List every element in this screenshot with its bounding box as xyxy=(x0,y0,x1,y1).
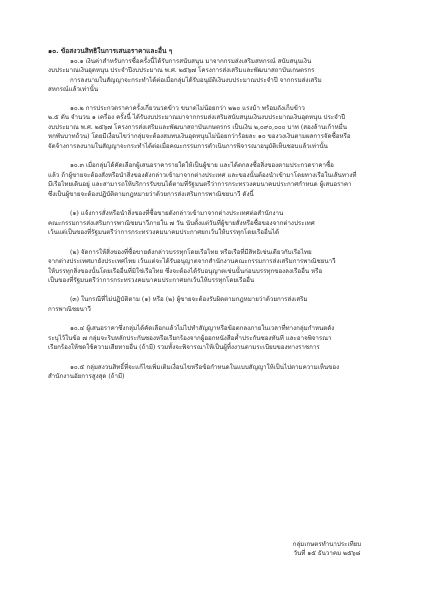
paragraph-1-line-1: ๑๐.๑ เงินค่าสำหรับการซื้อครั้งนี้ได้รับการสนับสนุน มาจากกรมส่งเสริมสหกรณ์ สนับสนุนเงิน xyxy=(70,58,312,65)
paragraph-6-line-1: (๓) ในกรณีที่ไม่ปฏิบัติตาม (๑) หรือ (๒) ผู้ขายจะต้องรับผิดตามกฎหมายว่าด้วยการส่งเสริม xyxy=(70,296,308,303)
paragraph-2-line-4: หกพันบาทถ้วน) โดยมีเงื่อนไขว่ากลุ่มจะต้องสมทบเงินอุดหนุนไม่น้อยกว่าร้อยละ ๑๐ ของวงเงินตามผลการจัดซื้อหรือ xyxy=(48,133,351,140)
paragraph-3-line-4: ซึ่งเป็นผู้ขายจะต้องปฏิบัติตามกฎหมายว่าด้วยการส่งเสริมการพาณิชยนาวี ดังนี้ xyxy=(48,191,254,198)
paragraph-2-line-2: ๒.๕ ตัน จำนวน ๑ เครื่อง ครั้งนี้ ได้รับงบประมาณมาจากกรมส่งเสริมสนับสนุนเงินงบประมาณเงินอุดหนุน ประจำปี xyxy=(48,114,346,121)
paragraph-2-line-1: ๑๐.๒ การประกวดราคาครั้งเกี่ยวนวดข้าว ขนาดไม่น้อยกว่า ๒๒๐ แรงม้า พร้อมถังเก็บข้าว xyxy=(70,105,305,112)
paragraph-5-line-1: (๒) จัดการให้สิ่งของที่ซื้อขายดังกล่าวบรรทุกโดยเรือไทย หรือเรือที่มีสิทธิเช่นเดียวกับเรือไทย xyxy=(70,249,312,256)
paragraph-8-line-2: สำนักงานอัยการสูงสุด (ถ้ามี) xyxy=(48,373,125,380)
paragraph-3-line-1: ๑๐.๓ เมื่อกลุ่มได้คัดเลือกผู้เสนอราคารายใดให้เป็นผู้ขาย และได้ตกลงซื้อสิ่งของตามประกวดราคาซื้อ xyxy=(70,162,334,169)
paragraph-7-line-2: ระบุไว้ในข้อ ๗ กลุ่มจะริบหลักประกันซองหรือเรียกร้องจากผู้ออกหนังสือค้ำประกันซองทันที และอาจพิจารณา xyxy=(48,335,332,342)
paragraph-1-line-2: งบประมาณเงินอุดหนุน ประจำปีงบประมาณ พ.ศ. ๒๕๖๗ โครงการส่งเสริมและพัฒนาสถาบันเกษตรกร xyxy=(48,67,315,74)
paragraph-4-line-2: คณะกรรมการส่งเสริมการพาณิชยนาวีภายใน ๗ วัน นับตั้งแต่วันที่ผู้ขายสั่งหรือซื้อของจากต่างประเทศ xyxy=(48,220,315,227)
paragraph-5-line-3: ให้บรรทุกสิ่งของนั้นโดยเรืออื่นที่มิใช่เรือไทย ซึ่งจะต้องได้รับอนุญาตเช่นนั้นก่อนบรรทุกของลงเรืออื่น หรือ xyxy=(48,268,323,275)
paragraph-4-line-1: (๑) แจ้งการสั่งหรือนำสิ่งของที่ซื้อขายดังกล่าวเข้ามาจากต่างประเทศต่อสำนักงาน xyxy=(70,210,284,217)
paragraph-1-line-4: สหกรณ์แล้วเท่านั้น xyxy=(48,86,99,93)
paragraph-5-line-2: จากต่างประเทศมายังประเทศไทย เว้นแต่จะได้รับอนุญาตจากสำนักงานคณะกรรมการส่งเสริมการพาณิชยนาวี xyxy=(48,258,336,265)
paragraph-7-line-3: เรียกร้องให้ชดใช้ความเสียหายอื่น (ถ้ามี) รวมทั้งจะพิจารณาให้เป็นผู้ทิ้งงานตามระเบียบของทางราชการ xyxy=(48,344,320,351)
signature-org: กลุ่มเกษตรทำนาประเทียบ xyxy=(292,541,362,548)
paragraph-2-line-3: งบประมาณ พ.ศ. ๒๕๖๗ โครงการส่งเสริมและพัฒนาสถาบันเกษตรกร เป็นเงิน ๒,๐๙๐,๐๐๐ บาท (สองล้านเก้าหมื่น xyxy=(48,124,347,131)
paragraph-5-line-4: เป็นของที่รัฐมนตรีว่าการกระทรวงคมนาคมประกาศยกเว้นให้บรรทุกโดยเรืออื่น xyxy=(48,277,255,284)
section-heading: ๑๐. ข้อสงวนสิทธิในการเสนอราคาและอื่น ๆ xyxy=(48,47,173,55)
paragraph-2-line-5: จัดจ้างการลงนามในสัญญาจะกระทำได้ต่อเมื่อคณะกรรมการดำเนินการพิจารณาอนุมัติเห็นชอบแล้วเท่านั้น xyxy=(48,143,328,150)
paragraph-4-line-3: เว้นแต่เป็นของที่รัฐมนตรีว่าการกระทรวงคมนาคมประกาศยกเว้นให้บรรทุกโดยเรืออื่นได้ xyxy=(48,229,280,236)
paragraph-1-line-3: การลงนามในสัญญาจะกระทำได้ต่อเมื่อกลุ่มได้รับอนุมัติเงินงบประมาณประจำปี จากกรมส่งเสริม xyxy=(70,77,322,84)
signature-block xyxy=(272,540,382,558)
paragraph-8-line-1: ๑๐.๕ กลุ่มสงวนสิทธิ์ที่จะแก้ไขเพิ่มเติมเงื่อนไขหรือข้อกำหนดในแบบสัญญาให้เป็นไปตามความเห็นของ xyxy=(70,364,340,371)
paragraph-7-line-1: ๑๐.๔ ผู้เสนอราคาซึ่งกลุ่มได้คัดเลือกแล้วไม่ไปทำสัญญาหรือข้อตกลงภายในเวลาที่ทางกลุ่มกำหนดดัง xyxy=(70,325,335,332)
signature-date: วันที่ ๑๕ ธันวาคม ๒๕๖๘ xyxy=(293,550,361,557)
paragraph-3-line-3: มีเรือไทยเดินอยู่ และสามารถให้บริการรับขนได้ตามที่รัฐมนตรีว่าการกระทรวงคมนาคมประกาศกำหนด ผู้เสนอราคา xyxy=(48,181,352,188)
paragraph-6-line-2: การพาณิชยนาวี xyxy=(48,306,91,313)
paragraph-3-line-2: แล้ว ถ้าผู้ขายจะต้องสั่งหรือนำสิ่งของดังกล่าวเข้ามาจากต่างประเทศ และของนั้นต้องนำเข้ามาโดยทางเรือในเส้นทางที่ xyxy=(48,172,357,179)
